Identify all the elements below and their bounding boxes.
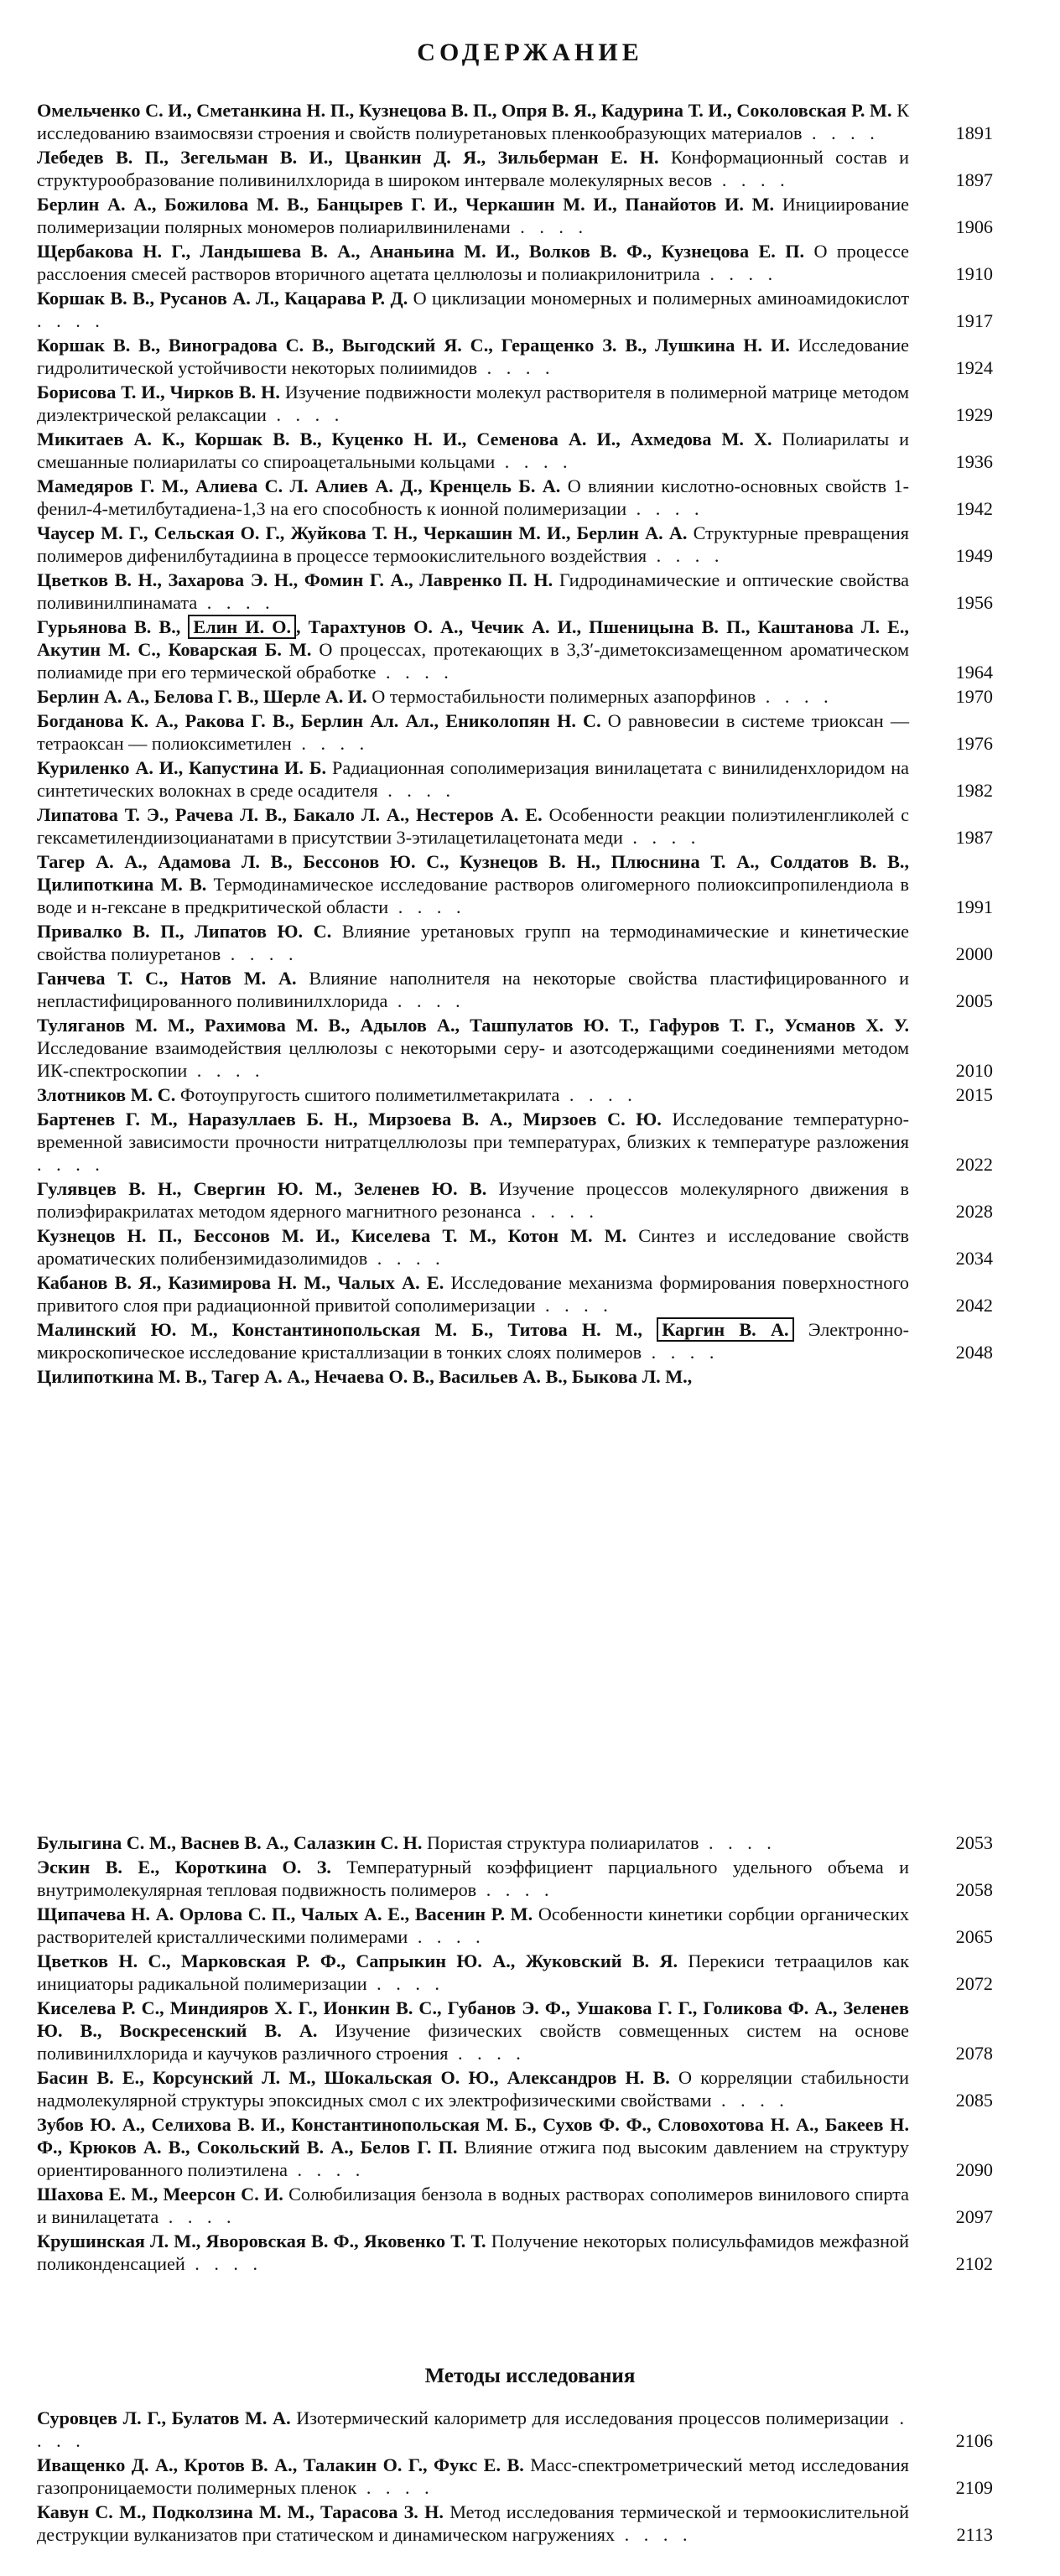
toc-entry-authors: Ганчева Т. С., Натов М. А. [37,968,297,989]
contents-list-1 [37,99,993,1389]
toc-entry-page: 1987 [955,827,993,848]
toc-entry-title: Конформационный состав и структурообразование поливинилхлорида в широком интервале молекулярных весов [37,147,909,190]
toc-entry [37,146,993,191]
toc-entry-leader: . . . . [521,1201,599,1222]
toc-entry-leader: . . . . [387,990,465,1011]
toc-entry-leader: . . . . [388,896,466,917]
toc-entry-page: 2005 [955,990,993,1011]
toc-entry-authors: Богданова К. А., Ракова Г. В., Берлин Ал. Ал., Ениколопян Н. С. [37,710,601,731]
toc-entry-leader: . . . . [647,545,725,566]
toc-entry-body [37,2067,909,2111]
toc-entry-page: 1906 [955,216,993,237]
toc-entry [37,2113,993,2181]
toc-entry-authors: Лебедев В. П., Зегельман В. И., Цванкин Д. Я., Зильберман Е. Н. [37,147,659,168]
toc-entry-title: Электронно-микроскопическое исследование кристаллизации в тонких слоях полимеров [37,1319,909,1363]
toc-entry-body [37,100,909,143]
toc-entry [37,428,993,473]
toc-entry-page: 2028 [955,1201,993,1222]
toc-entry-authors: Цилипоткина М. В., Тагер А. А., Нечаева О. В., Васильев А. В., Быкова Л. М., [37,1366,693,1387]
toc-entry-title: Влияние уретановых групп на термодинамические и кинетические свойства полиуретанов [37,921,910,964]
contents-list-3 [37,2407,993,2547]
toc-entry-authors: Микитаев А. К., Коршак В. В., Куценко Н. И., Семенова А. И., Ахмедова М. Х. [37,428,772,449]
toc-entry-body [37,1272,909,1316]
toc-entry-authors: Липатова Т. Э., Рачева Л. В., Бакало Л. А., Нестеров А. Е. [37,804,543,825]
toc-entry-body [37,2407,909,2451]
toc-entry-body [37,1997,909,2064]
toc-entry-body [37,1015,909,1081]
toc-entry-leader: . . . . [197,592,275,613]
toc-entry-page: 2034 [955,1248,993,1269]
toc-entry-page: 1924 [955,357,993,378]
toc-entry-leader: . . . . [37,310,105,331]
toc-entry-authors: Зубов Ю. А., Селихова В. И., Константинопольская М. Б., Сухов Ф. Ф., Словохотова Н. А., Бакеев Н. Ф., Крюков А. В., Сокольский В. А., Белов Г. П. [37,2114,909,2158]
toc-entry-body [37,1903,909,1947]
toc-entry-body [37,1109,909,1175]
toc-entry-page: 1991 [955,896,993,917]
toc-entry-authors-deceased: Елин И. О. [188,615,296,639]
toc-entry-authors: Привалко В. П., Липатов Ю. С. [37,921,332,942]
toc-entry-title: Исследование взаимодействия целлюлозы с некоторыми серу- и азотсодержащими соединениями методом ИК-спектроскопии [37,1037,909,1081]
toc-entry-leader: . . . . [184,2253,263,2274]
toc-entry-leader: . . . . [266,404,345,425]
contents-heading: СОДЕРЖАНИЕ [417,39,643,66]
toc-entry-body [37,710,909,754]
toc-entry-title: Радиационная сополимеризация винилацетата с винилиденхлоридом на синтетических волокнах в среде осадителя [37,757,909,801]
toc-entry-leader: . . . . [495,451,573,472]
toc-entry-authors: Берлин А. А., Белова Г. В., Шерле А. И. [37,686,367,707]
toc-entry-authors: Иващенко Д. А., Кротов В. А., Талакин О. Г., Фукс Е. В. [37,2454,524,2475]
toc-entry [37,920,993,965]
toc-entry [37,2230,993,2275]
toc-entry-body [37,1084,637,1105]
toc-entry-authors: Туляганов М. М., Рахимова М. В., Адылов А., Ташпулатов Ю. Т., Гафуров Т. Г., Усманов Х. У. [37,1015,909,1036]
toc-entry-leader: . . . . [448,2043,526,2064]
toc-entry [37,1014,993,1082]
toc-entry-page: 2106 [955,2430,993,2451]
toc-entry-body [37,335,909,378]
toc-entry [37,2407,993,2452]
toc-entry-authors: Шахова Е. М., Меерсон С. И. [37,2184,283,2205]
toc-entry-title: Структурные превращения полимеров дифенилбутадиина в процессе термоокислительного воздействия [37,522,909,566]
toc-entry-page: 1910 [955,263,993,284]
toc-entry-title: Изучение подвижности молекул растворителя в полимерной матрице методом диэлектрической релаксации [37,382,909,425]
toc-entry-body [37,1857,909,1900]
toc-entry-authors: Куриленко А. И., Капустина И. Б. [37,757,327,778]
toc-entry-body [37,968,909,1011]
toc-entry [37,99,993,144]
toc-entry-title: Гидродинамические и оптические свойства поливинилпинамата [37,569,910,613]
toc-entry-page: 1956 [955,592,993,613]
toc-entry-leader: . . . . [510,216,589,237]
toc-entry-title: К исследованию взаимосвязи строения и свойств полиуретановых пленкообразующих материалов [37,100,909,143]
toc-entry-page: 2097 [955,2206,993,2227]
toc-entry-authors: Кавун С. М., Подколзина М. М., Тарасова З. Н. [37,2501,444,2522]
toc-entry-title: Перекиси тетраацилов как инициаторы радикальной полимеризации [37,1950,909,1994]
toc-entry-title: Изотермический калориметр для исследования процессов полимеризации [296,2407,889,2428]
toc-entry-title: Синтез и исследование свойств ароматических полибензимидазолимидов [37,1225,909,1269]
toc-entry-page: 1917 [955,310,993,331]
toc-entry-page: 2090 [955,2159,993,2180]
toc-entry-authors-deceased: Каргин В. А. [657,1317,793,1342]
toc-entry-continued [37,1365,993,1388]
toc-entry-page: 2085 [955,2090,993,2111]
toc-entry-body [37,2231,909,2274]
toc-entry-title: Метод исследования термической и термоокислительной деструкции вулканизатов при статическом и динамическом нагружениях [37,2501,909,2545]
toc-entry-body [37,1832,777,1853]
toc-entry-leader: . . . . [408,1926,486,1947]
toc-entry-title: Изучение процессов молекулярного движения в полиэфиракрилатах методом ядерного магнитного резонанса [37,1178,909,1222]
toc-entry-body [37,2454,909,2498]
toc-entry-authors: Коршак В. В., Русанов А. Л., Кацарава Р. Д. [37,288,408,309]
toc-entry-leader: . . . . [291,733,370,754]
toc-entry-authors: Берлин А. А., Божилова М. В., Банцырев Г. И., Черкашин М. И., Панайотов И. М. [37,194,775,215]
toc-entry-title: Полиарилаты и смешанные полиарилаты со спироацетальными кольцами [37,428,909,472]
toc-entry-title: Изучение физических свойств совмещенных систем на основе поливинилхлорида и каучуков различного строения [37,2020,909,2064]
toc-entry-leader: . . . . [476,1879,554,1900]
toc-entry [37,287,993,332]
toc-entry-authors: Гулявцев В. Н., Свергин Ю. М., Зеленев Ю. В. [37,1178,487,1199]
toc-entry-body [37,194,909,237]
toc-entry-authors: Эскин В. Е., Короткина О. З. [37,1857,331,1877]
toc-entry [37,1831,993,1854]
toc-entry-body [37,288,909,331]
toc-entry [37,2501,993,2546]
toc-entry-authors: Борисова Т. И., Чирков В. Н. [37,382,280,402]
toc-entry [37,850,993,918]
toc-entry-authors: Гурьянова В. В., [37,616,189,637]
toc-entry [37,569,993,614]
toc-entry-authors: Крушинская Л. М., Яворовская В. Ф., Яковенко Т. Т. [37,2231,486,2251]
toc-entry-authors: Чаусер М. Г., Сельская О. Г., Жуйкова Т. Н., Черкашин М. И., Берлин А. А. [37,522,688,543]
toc-entry [37,2454,993,2499]
section-heading: Методы исследования [424,2365,636,2387]
toc-entry-leader: . . . . [287,2159,366,2180]
toc-entry-body [37,757,909,801]
toc-entry-title: Влияние наполнителя на некоторые свойства пластифицированного и непластифицированного поливинилхлорида [37,968,909,1011]
toc-entry-authors: Цветков Н. С., Марковская Р. Ф., Сапрыкин Ю. А., Жуковский В. Я. [37,1950,678,1971]
toc-entry-title: О циклизации мономерных и полимерных аминоамидокислот [413,288,910,309]
toc-entry-authors: Злотников М. С. [37,1084,176,1105]
toc-entry-body [37,382,909,425]
toc-entry-leader: . . . . [221,943,299,964]
toc-entry-authors: Басин В. Е., Корсунский Л. М., Шокальская О. Ю., Александров Н. В. [37,2067,670,2088]
toc-entry-authors: Кабанов В. Я., Казимирова Н. М., Чалых А. Е. [37,1272,444,1293]
toc-entry [37,1271,993,1317]
toc-entry-body [37,851,909,917]
toc-entry-leader: . . . . [622,827,701,848]
toc-entry-title: Солюбилизация бензола в водных растворах сополимеров винилового спирта и винилацетата [37,2184,910,2227]
toc-entry [37,1108,993,1176]
toc-entry-leader: . . . . [756,686,834,707]
toc-entry [37,381,993,426]
toc-entry-title: Влияние отжига под высоким давлением на структуру ориентированного полиэтилена [37,2137,910,2180]
toc-entry [37,1318,993,1363]
contents-list-2 [37,1831,993,2277]
toc-entry-body [37,615,909,683]
toc-entry-leader: . . . . [711,2090,789,2111]
toc-entry-leader: . . . . [366,1973,444,1994]
toc-entry-authors: Омельченко С. И., Сметанкина Н. П., Кузнецова В. П., Опря В. Я., Кадурина Т. И., Соколовская Р. М. [37,100,892,121]
toc-entry-leader: . . . . [642,1342,720,1363]
toc-entry-leader: . . . . [37,1154,105,1175]
toc-entry-title: Температурный коэффициент парциального удельного объема и внутримолекулярная тепловая подвижность полимеров [37,1857,909,1900]
toc-entry-page: 1891 [955,122,993,143]
toc-entry-authors: Тагер А. А., Адамова Л. В., Бессонов Ю. С., Кузнецов В. Н., Плюснина Т. А., Солдатов В. В., Цилипоткина М. В. [37,851,909,895]
toc-entry-body [37,921,909,964]
toc-entry-body [37,475,909,519]
toc-entry [37,1950,993,1995]
toc-entry-title: О процессе расслоения смесей растворов вторичного ацетата целлюлозы и полиакрилонитрила [37,241,909,284]
toc-entry-body [37,804,909,848]
toc-entry-title: Масс-спектрометрический метод исследования газопроницаемости полимерных пленок [37,2454,909,2498]
toc-entry-title: О равновесии в системе триоксан — тетраоксан — полиоксиметилен [37,710,910,754]
toc-entry [37,475,993,520]
toc-entry-title: О корреляции стабильности надмолекулярной структуры эпоксидных смол с их электрофизическими свойствами [37,2067,910,2111]
toc-entry-body [37,569,909,613]
toc-entry [37,756,993,802]
toc-entry-authors: Киселева Р. С., Миндияров Х. Г., Ионкин В. С., Губанов Э. Ф., Ушакова Г. Г., Голикова Ф. А., Зеленев Ю. В., Воскресенский В. А. [37,1997,909,2041]
toc-entry-page: 2053 [955,1832,993,1853]
toc-entry-body [37,2501,909,2545]
toc-entry-leader: . . . . [477,357,555,378]
toc-entry-authors: Суровцев Л. Г., Булатов М. А. [37,2407,291,2428]
toc-entry-page: 1976 [955,733,993,754]
toc-entry-leader: . . . . [376,662,454,683]
toc-entry-leader: . . . . [559,1084,637,1105]
toc-entry [37,1177,993,1223]
toc-entry-authors: Мамедяров Г. М., Алиева С. Л. Алиев А. Д., Кренцель Б. А. [37,475,561,496]
toc-entry [37,522,993,567]
toc-entry-title: Фотоупругость сшитого полиметилметакрилата [179,1084,560,1105]
toc-entry-leader: . . . . [802,122,880,143]
toc-entry-title: Пористая структура полиарилатов [427,1832,699,1853]
toc-entry-title: Получение некоторых полисульфамидов межфазной поликонденсацией [37,2231,910,2274]
toc-entry-page: 1970 [955,686,993,707]
toc-entry-page: 1929 [955,404,993,425]
toc-entry-authors: Малинский Ю. М., Константинопольская М. Б., Титова Н. М., [37,1319,657,1340]
toc-entry-leader: . . . . [626,498,704,519]
toc-entry-title: О влиянии кислотно-основных свойств 1-фенил-4-метилбутадиена-1,3 на его способность к ионной полимеризации [37,475,909,519]
toc-entry-body [37,241,909,284]
toc-entry-title: Исследование температурно-временной зависимости прочности нитратцеллюлозы при температурах, близких к температуре разложения [37,1109,910,1152]
toc-entry-authors: Булыгина С. М., Васнев В. А., Салазкин С. Н. [37,1832,423,1853]
toc-entry-title: Особенности кинетики сорбции органических растворителей кристаллическими полимерами [37,1903,910,1947]
toc-entry [37,1997,993,2064]
toc-entry-title: О термостабильности полимерных азапорфинов [372,686,756,707]
toc-entry-authors: , Тарахтунов О. А., Чечик А. И., Пшеницына В. П., Каштанова Л. Е., Акутин М. С., Коварская Б. М. [37,616,909,660]
toc-entry-leader: . . . . [158,2206,236,2227]
toc-entry-page: 2015 [955,1084,993,1105]
toc-entry-authors: Бартенев Г. М., Наразуллаев Б. Н., Мирзоева В. А., Мирзоев С. Ю. [37,1109,662,1130]
toc-entry-leader: . . . . [699,1832,777,1853]
toc-entry [37,2066,993,2111]
toc-entry-page: 1897 [955,169,993,190]
toc-entry-leader: . . . . [367,1248,445,1269]
toc-entry-title: Исследование механизма формирования поверхностного привитого слоя при радиационной привитой сополимеризации [37,1272,910,1316]
toc-entry-body [37,522,909,566]
toc-entry-body [37,2114,909,2180]
toc-entry-title: Особенности реакции полиэтиленгликолей с гексаметилендиизоцианатами в присутствии 3-этилацетилацетоната меди [37,804,910,848]
toc-entry-page: 2000 [955,943,993,964]
toc-entry-authors: Щипачева Н. А. Орлова С. П., Чалых А. Е., Васенин Р. М. [37,1903,533,1924]
toc-entry-leader: . . . . [712,169,790,190]
toc-entry-page: 2022 [955,1154,993,1175]
toc-entry-authors: Коршак В. В., Виноградова С. В., Выгодский Я. С., Геращенко З. В., Лушкина Н. И. [37,335,790,356]
toc-entry [37,685,993,708]
toc-entry-page: 2113 [956,2524,993,2545]
toc-entry [37,334,993,379]
toc-entry-body [37,686,834,707]
toc-entry-page: 2109 [955,2477,993,2498]
toc-entry-leader: . . . . [377,780,456,801]
toc-entry-body [37,1317,909,1363]
toc-entry [37,1083,993,1106]
toc-entry-page: 2102 [955,2253,993,2274]
toc-entry-body [37,1178,909,1222]
toc-entry-page: 2048 [955,1342,993,1363]
toc-entry-title: О процессах, протекающих в 3,3′-диметоксизамещенном ароматическом полиамиде при его термической обработке [37,639,909,683]
toc-entry-title: Исследование гидролитической устойчивости некоторых полиимидов [37,335,909,378]
toc-entry-leader: . . . . [356,2477,434,2498]
toc-entry-authors: Цветков В. Н., Захарова Э. Н., Фомин Г. А., Лавренко П. Н. [37,569,553,590]
toc-entry-leader: . . . . [535,1295,613,1316]
toc-entry-page: 1982 [955,780,993,801]
toc-entry-body [37,2184,909,2227]
toc-entry-page: 2058 [955,1879,993,1900]
toc-entry-body [37,1950,909,1994]
toc-entry-page: 1936 [955,451,993,472]
toc-entry-page: 1949 [955,545,993,566]
toc-entry-leader: . . . . [615,2524,693,2545]
toc-entry-page: 2065 [955,1926,993,1947]
toc-entry [37,709,993,755]
toc-entry [37,615,993,683]
toc-entry-page: 2078 [955,2043,993,2064]
toc-entry-page: 2010 [955,1060,993,1081]
toc-entry-body [37,1225,909,1269]
toc-entry [37,967,993,1012]
toc-entry-title: Инициирование полимеризации полярных мономеров полиарилвиниленами [37,194,909,237]
toc-entry [37,240,993,285]
toc-entry-title: Термодинамическое исследование растворов олигомерного полиоксипропилендиола в воде и н-гексане в предкритической области [37,874,909,917]
toc-entry-leader: . . . . [187,1060,265,1081]
toc-entry-authors: Кузнецов Н. П., Бессонов М. И., Киселева Т. М., Котон М. М. [37,1225,627,1246]
toc-entry [37,1856,993,1901]
toc-entry [37,2183,993,2228]
toc-entry-page: 2072 [955,1973,993,1994]
toc-entry-page: 2042 [955,1295,993,1316]
toc-entry [37,1903,993,1948]
toc-entry [37,193,993,238]
toc-entry-body [37,147,909,190]
toc-entry-leader: . . . . [699,263,778,284]
toc-entry [37,1224,993,1270]
toc-entry-body [37,428,909,472]
toc-entry-leader: . . . . [37,2407,910,2451]
toc-entry-page: 1942 [955,498,993,519]
toc-entry-page: 1964 [955,662,993,683]
toc-entry [37,803,993,849]
toc-entry-authors: Щербакова Н. Г., Ландышева В. А., Ананьина М. И., Волков В. Ф., Кузнецова Е. П. [37,241,805,262]
